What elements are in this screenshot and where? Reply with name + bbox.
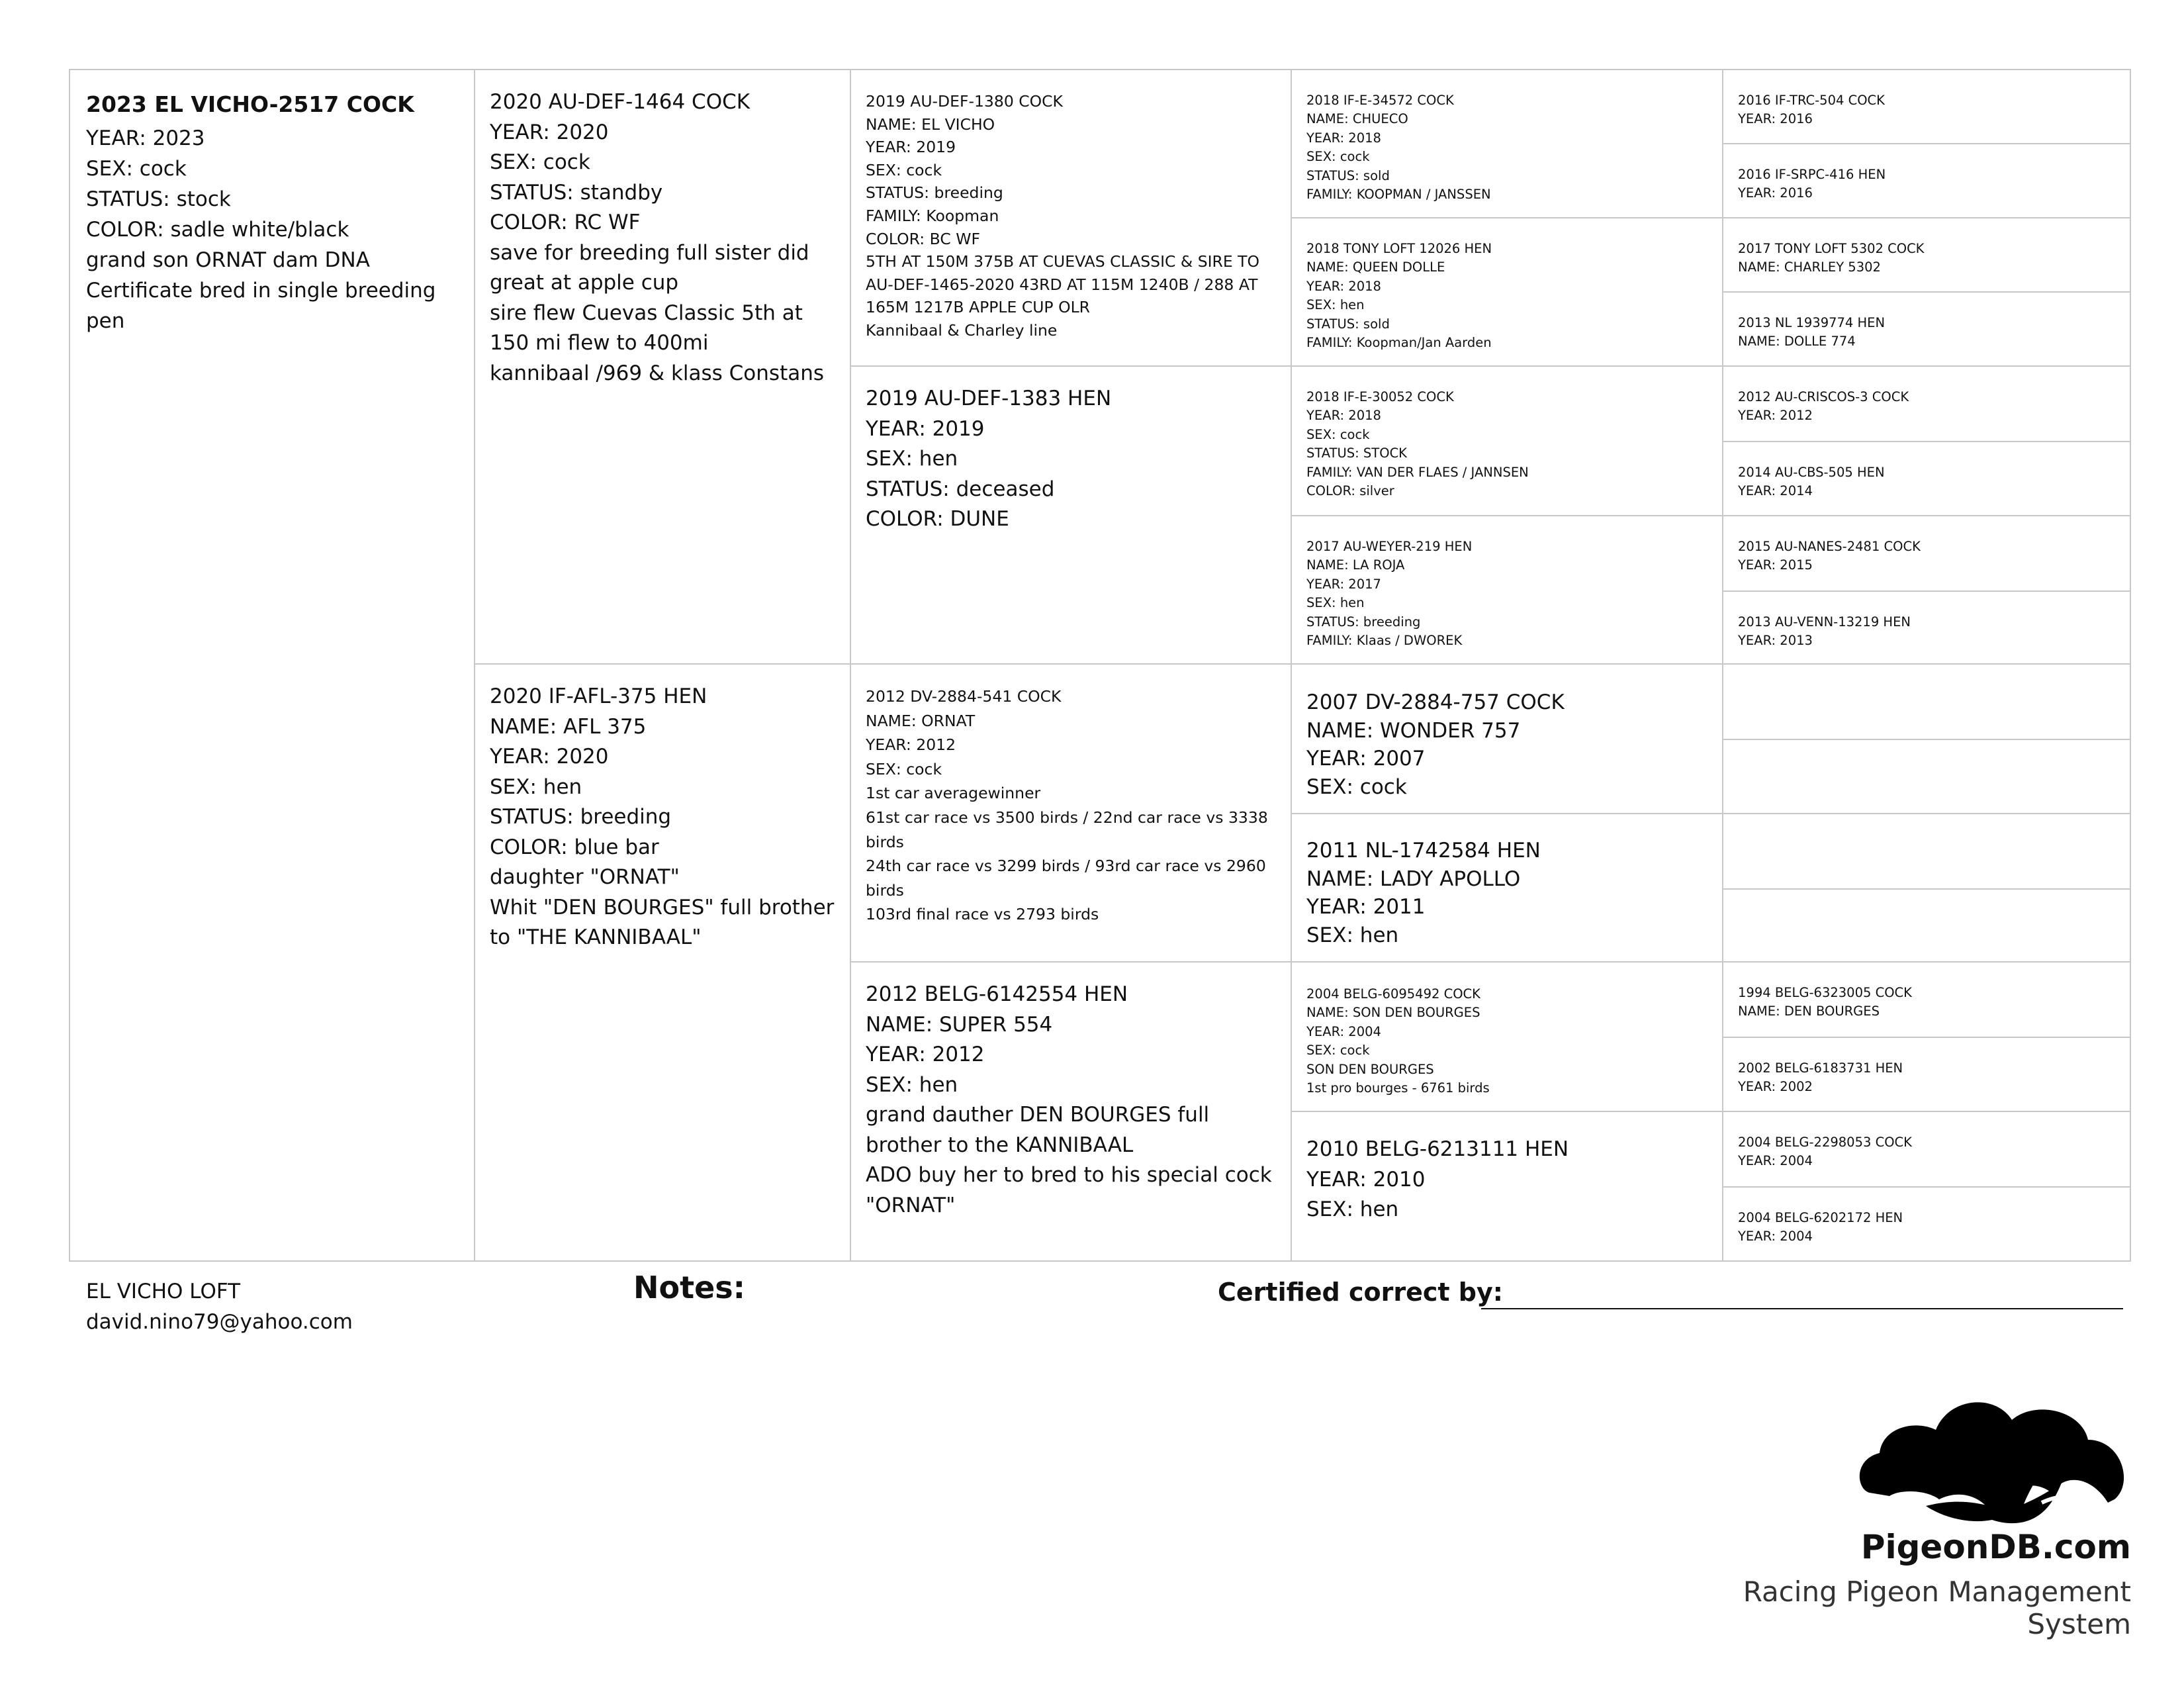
pedigree-line: NAME: SON DEN BOURGES [1306, 1005, 1480, 1021]
pedigree-line: sire flew Cuevas Classic 5th at 150 mi flew to 400mi [490, 301, 803, 355]
pedigree-line: STATUS: deceased [866, 477, 1055, 501]
pedigree-line: NAME: WONDER 757 [1306, 718, 1521, 743]
great-great-grandparent-cell [1722, 813, 2131, 890]
pedigree-line: NAME: QUEEN DOLLE [1306, 259, 1445, 275]
pedigree-line: 2007 DV-2884-757 COCK [1306, 690, 1565, 714]
great-great-grandparent-cell [1722, 590, 2131, 665]
great-great-grandparent-lines [1723, 1112, 2130, 1192]
loft-email: david.nino79@yahoo.com [86, 1310, 353, 1334]
dsd-lines [1292, 814, 1722, 972]
subject-bird-title: 2023 EL VICHO-2517 COCK [86, 91, 414, 117]
pedigree-line: YEAR: 2018 [1306, 408, 1381, 424]
pedigree-line: grand dauther DEN BOURGES full brother to the KANNIBAAL [866, 1103, 1210, 1157]
sire-sire-cell [850, 69, 1292, 367]
pedigree-line: 2018 IF-E-34572 COCK [1306, 93, 1454, 108]
pedigree-line: YEAR: 2019 [866, 416, 985, 441]
pedigree-line: 2010 BELG-6213111 HEN [1306, 1137, 1569, 1161]
subject-bird-line: COLOR: sadle white/black [86, 218, 349, 242]
sire-dam-lines [851, 367, 1291, 552]
subject-bird-cell [69, 69, 475, 1262]
great-great-grandparent-lines [1723, 218, 2130, 299]
pedigree-line: YEAR: 2012 [866, 1043, 985, 1066]
pedigree-line: STATUS: breeding [866, 183, 1003, 203]
dam-lines [475, 665, 850, 970]
pedigree-line: STATUS: breeding [1306, 614, 1421, 630]
pedigree-line: 2004 BELG-6095492 COCK [1306, 986, 1480, 1002]
pedigree-line: 2013 AU-VENN-13219 HEN [1738, 614, 1911, 630]
pedigree-line: YEAR: 2011 [1306, 895, 1426, 919]
great-great-grandparent-cell [1722, 739, 2131, 814]
pedigree-line: YEAR: 2019 [866, 138, 956, 157]
pedigree-line: YEAR: 2020 [490, 745, 609, 769]
subject-bird-line: STATUS: stock [86, 187, 231, 211]
dss-lines [1292, 665, 1722, 825]
great-great-grandparent-lines [1723, 70, 2130, 150]
pedigree-line: NAME: AFL 375 [490, 714, 647, 739]
pedigree-line: FAMILY: VAN DER FLAES / JANNSEN [1306, 464, 1529, 480]
pedigree-line: YEAR: 2002 [1738, 1079, 1813, 1095]
signature-line [1481, 1308, 2123, 1309]
pedigree-line: SEX: hen [490, 774, 582, 799]
great-great-grandparent-cell [1722, 365, 2131, 442]
pedigree-line: 61st car race vs 3500 birds / 22nd car race vs 3338 birds [866, 808, 1268, 851]
great-great-grandparent-lines [1723, 1188, 2130, 1268]
great-great-grandparent-cell [1722, 961, 2131, 1038]
pedigree-line: 2020 IF-AFL-375 HEN [490, 684, 707, 708]
loft-info [86, 1276, 353, 1337]
pedigree-line: 24th car race vs 3299 birds / 93rd car race vs 2960 birds [866, 857, 1266, 900]
pedigree-line: YEAR: 2015 [1738, 557, 1813, 573]
pedigree-line: YEAR: 2017 [1306, 576, 1381, 592]
great-great-grandparent-cell [1722, 69, 2131, 144]
sdd-cell [1291, 515, 1723, 665]
dam-dam-cell [850, 961, 1292, 1262]
pedigree-line: 2014 AU-CBS-505 HEN [1738, 465, 1885, 480]
pedigree-line: YEAR: 2010 [1306, 1167, 1426, 1192]
pedigree-line: 2018 IF-E-30052 COCK [1306, 389, 1454, 404]
pedigree-line: SEX: cock [1306, 774, 1407, 799]
pedigree-line: 2018 TONY LOFT 12026 HEN [1306, 241, 1492, 256]
great-great-grandparent-lines [1723, 890, 2130, 932]
pedigree-line: 1994 BELG-6323005 COCK [1738, 985, 1912, 1000]
pedigree-line: 2002 BELG-6183731 HEN [1738, 1060, 1903, 1076]
pedigree-line: SEX: cock [866, 160, 942, 179]
great-great-grandparent-lines [1723, 144, 2130, 224]
great-great-grandparent-cell [1722, 217, 2131, 293]
pedigree-line: NAME: SUPER 554 [866, 1012, 1053, 1037]
pedigree-line: 1st car averagewinner [866, 784, 1041, 803]
ddd-cell [1291, 1111, 1723, 1262]
pedigree-line: SEX: hen [866, 1072, 958, 1097]
pedigree-line: NAME: LADY APOLLO [1306, 867, 1521, 891]
pedigree-line: SEX: hen [1306, 923, 1399, 947]
great-great-grandparent-lines [1723, 1038, 2130, 1118]
pedigree-line: SEX: hen [1306, 1197, 1399, 1221]
pedigree-line: YEAR: 2012 [1738, 408, 1813, 424]
pedigree-line: 2015 AU-NANES-2481 COCK [1738, 539, 1921, 554]
pedigree-line: YEAR: 2004 [1738, 1229, 1813, 1244]
pedigree-line: YEAR: 2004 [1738, 1153, 1813, 1169]
great-great-grandparent-cell [1722, 441, 2131, 516]
pedigree-line: YEAR: 2016 [1738, 185, 1813, 201]
pedigree-line: Kannibaal & Charley line [866, 320, 1058, 340]
pedigree-line: YEAR: 2004 [1306, 1023, 1381, 1039]
pedigree-line: STATUS: STOCK [1306, 445, 1407, 461]
pedigree-line: save for breeding full sister did great at apple cup [490, 240, 809, 295]
great-great-grandparent-cell [1722, 143, 2131, 218]
pedigree-line: 1st pro bourges - 6761 birds [1306, 1080, 1490, 1096]
pedigree-line: SEX: hen [1306, 595, 1365, 611]
great-great-grandparent-lines [1723, 740, 2130, 782]
pedigree-line: STATUS: sold [1306, 167, 1390, 183]
pedigree-line: SEX: cock [866, 759, 942, 778]
pedigree-line: 2004 BELG-6202172 HEN [1738, 1210, 1903, 1225]
pedigree-line: Whit "DEN BOURGES" full brother to "THE KANNIBAAL" [490, 895, 835, 949]
pedigree-line: SEX: cock [1306, 149, 1370, 165]
pedigree-line: 2013 NL 1939774 HEN [1738, 315, 1886, 330]
great-great-grandparent-lines [1723, 592, 2130, 672]
pedigree-line: SEX: cock [1306, 1043, 1370, 1058]
pedigree-line: FAMILY: Klaas / DWOREK [1306, 633, 1463, 649]
sss-cell [1291, 69, 1723, 218]
pedigree-line: FAMILY: Koopman [866, 206, 999, 225]
pedigree-line: SEX: cock [490, 150, 590, 174]
sds-lines [1292, 367, 1722, 522]
great-great-grandparent-cell [1722, 515, 2131, 592]
great-great-grandparent-cell [1722, 663, 2131, 740]
great-great-grandparent-cell [1722, 1186, 2131, 1262]
dam-sire-lines [851, 665, 1291, 947]
pedigree-line: 2019 AU-DEF-1383 HEN [866, 387, 1112, 410]
sss-lines [1292, 70, 1722, 225]
great-great-grandparent-lines [1723, 516, 2130, 596]
subject-bird-line: grand son ORNAT dam DNA Certificate bred in single breeding pen [86, 248, 436, 333]
pedigree-line: YEAR: 2020 [490, 120, 609, 144]
great-great-grandparent-lines [1723, 293, 2130, 373]
subject-bird-line: SEX: cock [86, 157, 187, 181]
pedigree-line: 2004 BELG-2298053 COCK [1738, 1135, 1912, 1150]
dam-cell [474, 663, 851, 1262]
great-great-grandparent-lines [1723, 665, 2130, 707]
pedigree-line: 103rd final race vs 2793 birds [866, 905, 1099, 924]
great-great-grandparent-lines [1723, 962, 2130, 1043]
sire-dam-cell [850, 365, 1292, 665]
great-great-grandparent-lines [1723, 367, 2130, 447]
pedigree-line: 2017 TONY LOFT 5302 COCK [1738, 241, 1925, 256]
pedigree-line: STATUS: breeding [490, 805, 672, 829]
pedigree-line: 2012 AU-CRISCOS-3 COCK [1738, 389, 1909, 404]
pedigree-line: NAME: EL VICHO [866, 115, 995, 134]
pedigree-line: SEX: cock [1306, 426, 1370, 442]
notes-label: Notes: [633, 1270, 746, 1305]
pedigree-line: SEX: hen [866, 447, 958, 471]
sire-lines [475, 70, 850, 406]
pedigree-line: 2020 AU-DEF-1464 COCK [490, 90, 751, 114]
pedigree-line: COLOR: BC WF [866, 229, 980, 248]
pedigree-line: SEX: hen [1306, 297, 1365, 313]
pedigree-line: kannibaal /969 & klass Constans [490, 361, 825, 385]
pedigree-line: YEAR: 2016 [1738, 111, 1813, 127]
pedigree-line: NAME: CHUECO [1306, 111, 1408, 127]
site-name: PigeonDB.com [1860, 1528, 2131, 1566]
pedigree-line: NAME: DOLLE 774 [1738, 334, 1856, 350]
great-great-grandparent-cell [1722, 1111, 2131, 1188]
dsd-cell [1291, 813, 1723, 962]
pedigree-line: SON DEN BOURGES [1306, 1061, 1434, 1077]
pedigree-line: 2019 AU-DEF-1380 COCK [866, 92, 1063, 111]
dam-dam-lines [851, 962, 1291, 1238]
pedigree-line: YEAR: 2014 [1738, 483, 1813, 499]
dam-sire-cell [850, 663, 1292, 962]
pedigree-line: 2016 IF-SRPC-416 HEN [1738, 167, 1886, 182]
pedigree-line: YEAR: 2007 [1306, 747, 1426, 771]
pedigree-line: YEAR: 2018 [1306, 130, 1381, 146]
pedigree-line: 2016 IF-TRC-504 COCK [1738, 93, 1885, 108]
pedigree-line: NAME: LA ROJA [1306, 557, 1405, 573]
pedigree-line: YEAR: 2012 [866, 735, 956, 755]
pedigree-line: 2012 BELG-6142554 HEN [866, 982, 1128, 1006]
pedigree-line: YEAR: 2018 [1306, 278, 1381, 294]
pedigree-line: STATUS: sold [1306, 316, 1390, 332]
dds-cell [1291, 961, 1723, 1112]
pedigree-line: 5TH AT 150M 375B AT CUEVAS CLASSIC & SIRE TO AU-DEF-1465-2020 43RD AT 115M 1240B / 288 AT 165M 1217B APPLE CUP OLR [866, 252, 1260, 317]
great-great-grandparent-lines [1723, 442, 2130, 522]
subject-bird-line: YEAR: 2023 [86, 126, 205, 150]
pedigree-line: NAME: DEN BOURGES [1738, 1004, 1880, 1019]
site-tagline: Racing Pigeon Management System [1743, 1575, 2131, 1640]
pedigree-line: 2011 NL-1742584 HEN [1306, 839, 1541, 863]
pedigree-line: COLOR: DUNE [866, 507, 1009, 531]
dds-lines [1292, 962, 1722, 1120]
great-great-grandparent-cell [1722, 888, 2131, 962]
sdd-lines [1292, 516, 1722, 671]
ssd-lines [1292, 218, 1722, 373]
ssd-cell [1291, 217, 1723, 367]
great-great-grandparent-cell [1722, 1037, 2131, 1112]
pedigree-line: COLOR: RC WF [490, 211, 641, 234]
pedigree-line: STATUS: standby [490, 180, 663, 205]
pedigree-line: FAMILY: Koopman/Jan Aarden [1306, 335, 1492, 351]
pedigree-line: ADO buy her to bred to his special cock "ORNAT" [866, 1163, 1272, 1217]
ddd-lines [1292, 1112, 1722, 1248]
sds-cell [1291, 365, 1723, 516]
pedigree-line: YEAR: 2013 [1738, 633, 1813, 649]
certified-label: Certified correct by: [1218, 1278, 1503, 1307]
pedigree-line: COLOR: silver [1306, 483, 1394, 499]
pedigree-line: NAME: CHARLEY 5302 [1738, 259, 1881, 275]
loft-name: EL VICHO LOFT [86, 1280, 241, 1303]
pedigree-line: NAME: ORNAT [866, 711, 976, 730]
great-great-grandparent-lines [1723, 814, 2130, 857]
pedigree-line: COLOR: blue bar [490, 835, 659, 859]
great-great-grandparent-cell [1722, 291, 2131, 367]
pedigree-line: 2012 DV-2884-541 COCK [866, 687, 1062, 706]
pedigree-line: 2017 AU-WEYER-219 HEN [1306, 539, 1473, 554]
sire-cell [474, 69, 851, 665]
dss-cell [1291, 663, 1723, 814]
sire-sire-lines [851, 70, 1291, 362]
pedigree-line: FAMILY: KOOPMAN / JANSSEN [1306, 187, 1491, 203]
pedigree-line: daughter "ORNAT" [490, 865, 680, 889]
